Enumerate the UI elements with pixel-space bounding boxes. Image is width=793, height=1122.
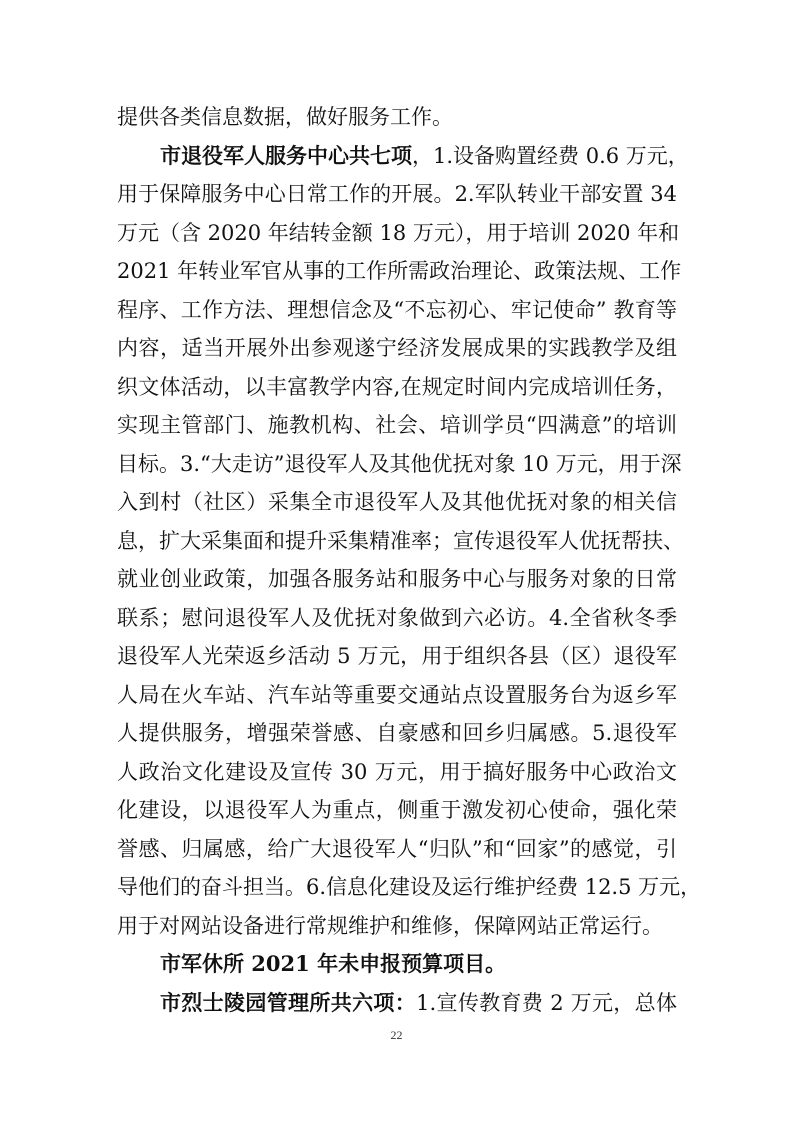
- line-text: 1.宣传教育费 2 万元，总体: [416, 991, 677, 1015]
- line-text: 誉感、归属感，给广大退役军人“归队”和“回家”的感觉，引: [117, 837, 677, 861]
- text-line: [117, 683, 677, 707]
- text-line: [117, 490, 677, 514]
- line-text: 联系；慰问退役军人及优抚对象做到六必访。4.全省秋冬季: [117, 606, 677, 630]
- line-text: 织文体活动，以丰富教学内容,在规定时间内完成培训任务，: [117, 375, 677, 399]
- section-heading: 市烈士陵园管理所共六项：: [160, 990, 417, 1015]
- line-text: 化建设，以退役军人为重点，侧重于激发初心使命，强化荣: [117, 798, 677, 822]
- line-text: 息，扩大采集面和提升采集精准率；宣传退役军人优抚帮扶、: [117, 529, 684, 553]
- text-line: [117, 105, 677, 129]
- section-heading: 市军休所 2021 年未申报预算项目。: [160, 951, 507, 976]
- text-line: [117, 375, 677, 399]
- text-line: [117, 182, 677, 206]
- text-line: [117, 606, 677, 630]
- text-line: [117, 644, 677, 668]
- text-line: [117, 221, 680, 245]
- paragraph-heading-line: [160, 143, 689, 168]
- line-text: 就业创业政策，加强各服务站和服务中心与服务对象的日常: [117, 567, 677, 591]
- line-text: 人提供服务，增强荣誉感、自豪感和回乡归属感。5.退役军: [117, 721, 677, 745]
- text-line: [117, 452, 682, 476]
- line-text: 提供各类信息数据，做好服务工作。: [117, 105, 453, 129]
- line-text: 人局在火车站、汽车站等重要交通站点设置服务台为返乡军: [117, 683, 677, 707]
- text-line: [117, 760, 677, 784]
- text-line: [117, 259, 682, 283]
- line-text: 实现主管部门、施教机构、社会、培训学员“四满意”的培训: [117, 413, 677, 437]
- line-text: 程序、工作方法、理想信念及“不忘初心、牢记使命” 教育等: [117, 298, 677, 322]
- line-text: 目标。3.“大走访”退役军人及其他优抚对象 10 万元，用于深: [117, 452, 682, 476]
- line-text: 内容，适当开展外出参观遂宁经济发展成果的实践教学及组: [117, 336, 677, 360]
- text-line: [117, 298, 677, 322]
- line-text: 人政治文化建设及宣传 30 万元，用于搞好服务中心政治文: [117, 760, 677, 784]
- line-text: ，1.设备购置经费 0.6 万元，: [412, 144, 689, 168]
- line-text: 退役军人光荣返乡活动 5 万元，用于组织各县（区）退役军: [117, 644, 677, 668]
- text-line: [117, 413, 677, 437]
- page-number: 22: [390, 1028, 403, 1042]
- text-line: [117, 721, 677, 745]
- text-line: [117, 567, 677, 591]
- text-line: [117, 837, 677, 861]
- line-text: 导他们的奋斗担当。6.信息化建设及运行维护经费 12.5 万元，: [117, 875, 702, 899]
- line-text: 2021 年转业军官从事的工作所需政治理论、政策法规、工作: [117, 259, 682, 283]
- line-text: 用于保障服务中心日常工作的开展。2.军队转业干部安置 34: [117, 182, 677, 206]
- section-heading: 市退役军人服务中心共七项: [160, 143, 412, 168]
- text-line: [117, 875, 702, 899]
- text-line: [117, 798, 677, 822]
- line-text: 万元（含 2020 年结转金额 18 万元），用于培训 2020 年和: [117, 221, 680, 245]
- line-text: 用于对网站设备进行常规维护和维修，保障网站正常运行。: [117, 914, 663, 938]
- paragraph-heading-line: [160, 952, 677, 976]
- line-text: 入到村（社区）采集全市退役军人及其他优抚对象的相关信: [117, 490, 677, 514]
- text-line: [117, 529, 684, 553]
- text-line: [117, 336, 677, 360]
- text-line: [117, 914, 677, 938]
- paragraph-heading-line: [160, 991, 677, 1015]
